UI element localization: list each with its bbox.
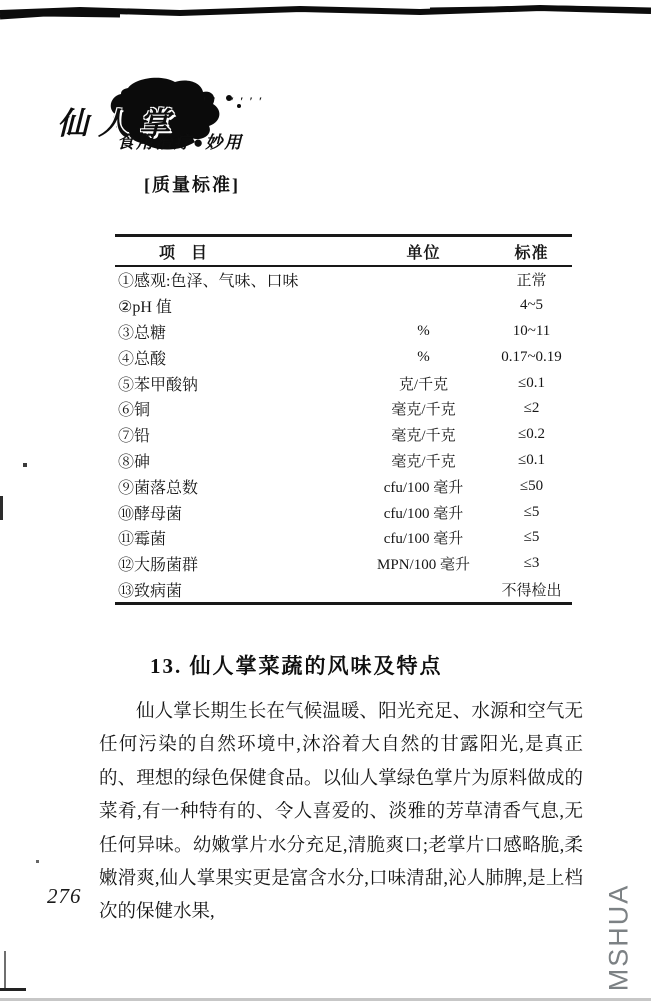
cell-standard: ≤5 bbox=[523, 503, 540, 520]
cell-unit: % bbox=[417, 348, 430, 365]
table-row bbox=[115, 499, 572, 525]
cell-item: ②pH 值 bbox=[118, 299, 172, 317]
cell-item: ⑥铜 bbox=[118, 402, 151, 420]
cell-standard: ≤2 bbox=[523, 400, 540, 417]
quality-standard-label: [质量标准] bbox=[144, 175, 240, 195]
cell-unit: 毫克/千克 bbox=[391, 402, 456, 419]
section-heading: 13. 仙人掌菜蔬的风味及特点 bbox=[150, 654, 443, 678]
cell-item: ⑬致病菌 bbox=[115, 577, 356, 604]
logo-decorative-marks: ′′ ′′′′ bbox=[203, 94, 269, 108]
scan-top-edge-line bbox=[0, 0, 651, 24]
scan-artifact-mark bbox=[0, 988, 26, 991]
cell-item: ⑤苯甲酸钠 bbox=[118, 376, 199, 394]
table-row bbox=[115, 344, 572, 370]
cell-item: ⑧砷 bbox=[118, 453, 151, 471]
table-row bbox=[115, 396, 572, 422]
table-row bbox=[115, 422, 572, 448]
cell-item: ⑪霉菌 bbox=[118, 531, 167, 549]
logo-subtitle: 食用治疗●妙用 bbox=[117, 133, 244, 152]
scan-artifact-dot bbox=[36, 860, 39, 863]
cell-unit: 毫克/千克 bbox=[391, 453, 456, 470]
cell-unit: cfu/100 毫升 bbox=[383, 505, 464, 522]
cell-standard: 0.17~0.19 bbox=[501, 348, 562, 365]
table-row bbox=[115, 473, 572, 499]
cell-standard: 不得检出 bbox=[491, 577, 572, 604]
cell-standard: ≤0.2 bbox=[518, 426, 545, 443]
table-row bbox=[115, 525, 572, 551]
cell-unit: 毫克/千克 bbox=[391, 428, 456, 445]
cell-unit bbox=[356, 293, 491, 319]
quality-spec-table bbox=[115, 234, 572, 605]
cell-item: ⑩酵母菌 bbox=[118, 505, 183, 523]
header-standard: 标准 bbox=[491, 236, 572, 267]
cell-standard: ≤0.1 bbox=[518, 374, 545, 391]
header-unit: 单位 bbox=[356, 236, 491, 267]
header-item: 项 目 bbox=[115, 236, 356, 267]
cell-standard: ≤50 bbox=[519, 477, 544, 494]
cell-standard: ≤5 bbox=[523, 529, 540, 546]
cell-unit: 克/千克 bbox=[398, 376, 449, 393]
scan-artifact-tick bbox=[4, 951, 6, 989]
cell-unit: cfu/100 毫升 bbox=[383, 531, 464, 548]
cell-item: ④总酸 bbox=[118, 350, 167, 368]
table-row bbox=[115, 577, 572, 604]
book-logo bbox=[55, 76, 335, 168]
table-row bbox=[115, 319, 572, 345]
cell-standard: ≤3 bbox=[523, 555, 540, 572]
table-row bbox=[115, 551, 572, 577]
cell-unit bbox=[356, 577, 491, 604]
cell-item: ③总糖 bbox=[118, 324, 167, 342]
cell-unit: cfu/100 毫升 bbox=[383, 479, 464, 496]
cell-standard: 正常 bbox=[516, 273, 547, 290]
watermark-mshua: MSHUA bbox=[603, 883, 634, 992]
table-row bbox=[115, 370, 572, 396]
cell-standard: 10~11 bbox=[512, 322, 551, 339]
page-number: 276 bbox=[47, 884, 82, 908]
table-row bbox=[115, 448, 572, 474]
table-header-row bbox=[115, 236, 572, 267]
cell-unit: MPN/100 毫升 bbox=[377, 557, 470, 574]
cell-item: ①感观:色泽、气味、口味 bbox=[118, 273, 299, 291]
cell-item: ⑦铅 bbox=[118, 428, 151, 446]
cell-item: ⑨菌落总数 bbox=[118, 479, 199, 497]
body-paragraph: 仙人掌长期生长在气候温暖、阳光充足、水源和空气无任何污染的自然环境中,沐浴着大自然的甘露阳光,是真正的、理想的绿色保健食品。以仙人掌绿色掌片为原料做成的菜肴,有一种特有的、令人喜爱的、淡雅的芳草清香气息,无任何异味。幼嫩掌片水分充足,清脆爽口;老掌片口感略脆,柔嫩滑爽,仙人掌果实更是富含水分,口味清甜,沁人肺脾,是上档次的保健水果, bbox=[99, 702, 583, 923]
cell-standard: 4~5 bbox=[519, 297, 544, 314]
scan-artifact-dot bbox=[23, 463, 27, 467]
scan-artifact-edge-mark bbox=[0, 496, 3, 520]
cell-unit bbox=[356, 266, 491, 293]
cell-unit: % bbox=[417, 322, 430, 339]
table-row bbox=[115, 266, 572, 293]
table-row bbox=[115, 293, 572, 319]
cell-standard: ≤0.1 bbox=[518, 451, 545, 468]
logo-title: 仙人掌 bbox=[57, 106, 180, 141]
cell-item: ⑫大肠菌群 bbox=[118, 557, 199, 575]
